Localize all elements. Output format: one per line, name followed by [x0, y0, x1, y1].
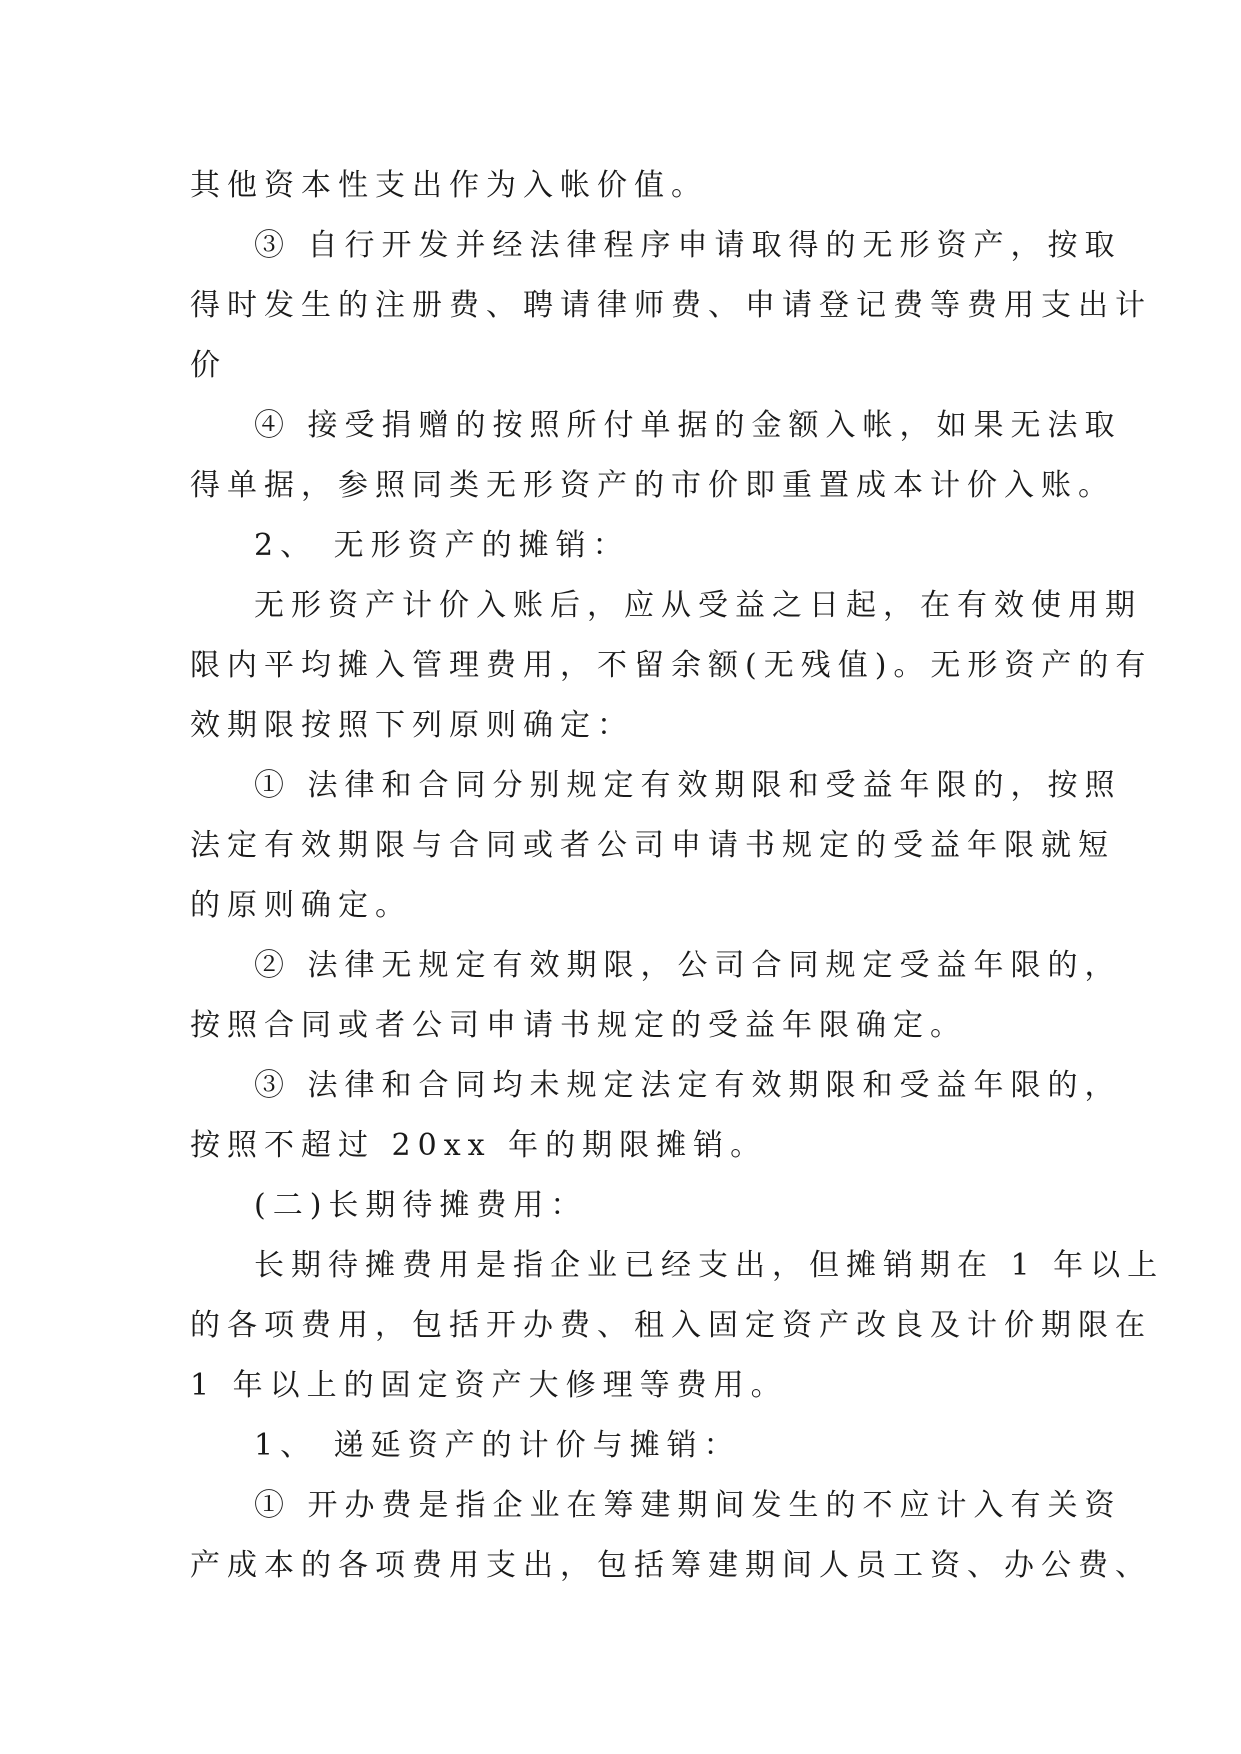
- paragraph: [190, 756, 1122, 936]
- text-line: 限内平均摊入管理费用，不留余额(无残值)。无形资产的有: [190, 648, 1153, 683]
- text-line: ④ 接受捐赠的按照所付单据的金额入帐，如果无法取: [254, 408, 1122, 443]
- paragraph: [190, 156, 1070, 216]
- text-line: ② 法律无规定有效期限，公司合同规定受益年限的，: [254, 948, 1122, 983]
- text-line: 无形资产计价入账后，应从受益之日起，在有效使用期: [254, 588, 1142, 623]
- paragraph: [190, 516, 1070, 576]
- text-line: 得时发生的注册费、聘请律师费、申请登记费等费用支出计: [190, 288, 1152, 323]
- text-line: ① 法律和合同分别规定有效期限和受益年限的，按照: [254, 768, 1122, 803]
- text-line: 1 年以上的固定资产大修理等费用。: [190, 1368, 788, 1403]
- text-line: 按照合同或者公司申请书规定的受益年限确定。: [190, 1008, 967, 1043]
- paragraph: [190, 396, 1122, 516]
- paragraph: [190, 936, 1122, 1056]
- text-line: 2、 无形资产的摊销：: [254, 528, 630, 563]
- text-line: 产成本的各项费用支出，包括筹建期间人员工资、办公费、: [190, 1548, 1152, 1583]
- text-line: ③ 法律和合同均未规定法定有效期限和受益年限的，: [254, 1068, 1122, 1103]
- text-line: ① 开办费是指企业在筹建期间发生的不应计入有关资: [254, 1488, 1122, 1523]
- text-line: 法定有效期限与合同或者公司申请书规定的受益年限就短: [190, 828, 1115, 863]
- paragraph: [190, 1056, 1122, 1176]
- paragraph: [190, 1176, 1070, 1236]
- text-line: 1、 递延资产的计价与摊销：: [254, 1428, 741, 1463]
- paragraph: [190, 216, 1152, 396]
- text-line: ③ 自行开发并经法律程序申请取得的无形资产，按取: [254, 228, 1122, 263]
- text-line: 的各项费用，包括开办费、租入固定资产改良及计价期限在: [190, 1308, 1152, 1343]
- text-line: 长期待摊费用是指企业已经支出，但摊销期在 1 年以上: [254, 1248, 1165, 1283]
- paragraph: [190, 1416, 1070, 1476]
- document-body: [190, 156, 1165, 1596]
- paragraph: [190, 576, 1153, 756]
- text-line: 效期限按照下列原则确定：: [190, 708, 634, 743]
- text-line: 按照不超过 20xx 年的期限摊销。: [190, 1128, 768, 1163]
- paragraph: [190, 1476, 1152, 1596]
- paragraph: [190, 1236, 1165, 1416]
- text-line: 的原则确定。: [190, 888, 412, 923]
- text-line: 其他资本性支出作为入帐价值。: [190, 168, 708, 203]
- text-line: 得单据，参照同类无形资产的市价即重置成本计价入账。: [190, 468, 1115, 503]
- text-line: 价: [190, 348, 227, 383]
- text-line: (二)长期待摊费用：: [254, 1188, 588, 1223]
